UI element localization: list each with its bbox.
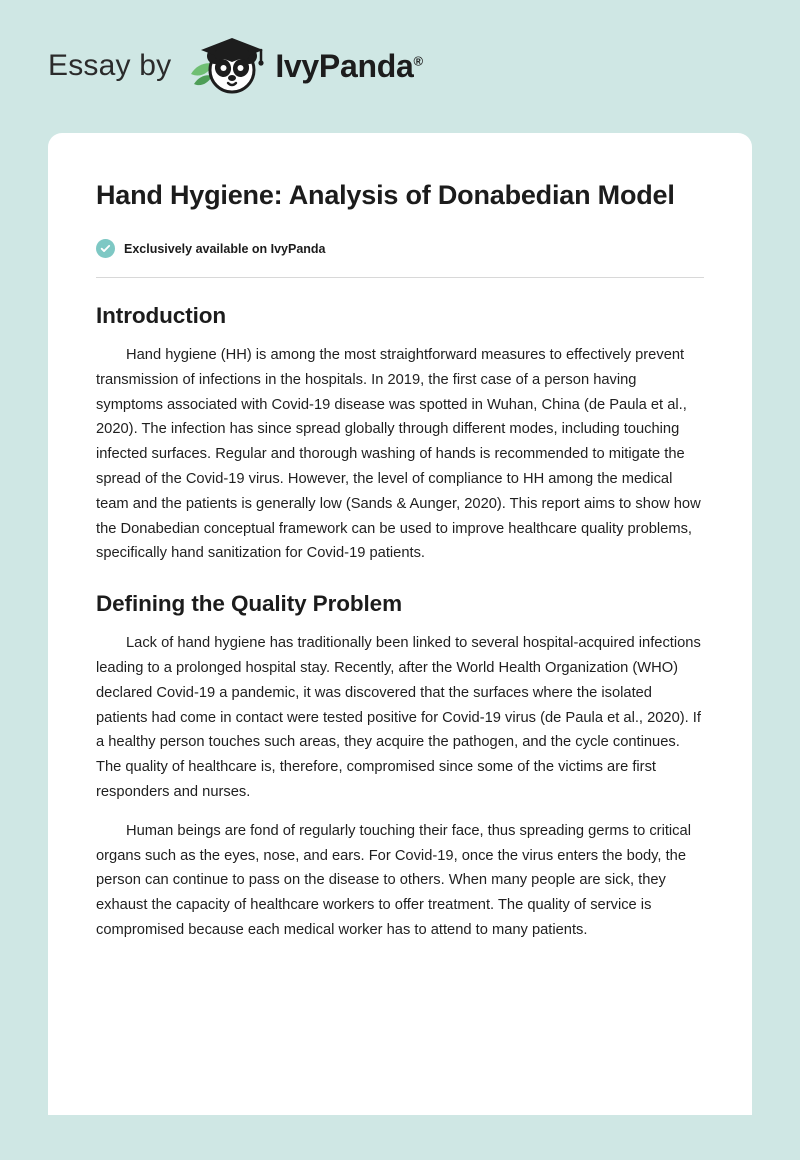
check-circle-icon: [96, 239, 115, 258]
section-heading-defining-the-quality-problem: Defining the Quality Problem: [96, 591, 402, 617]
exclusive-badge: [96, 239, 704, 258]
section-heading-introduction: Introduction: [96, 303, 227, 328]
paragraph: Hand hygiene (HH) is among the most straightforward measures to effectively prevent transmission of infections in the hospitals. In 2019, the first case of a person having symptoms associated with Covid-19 disease was spotted in Wuhan, China (de Paula et al., 2020). The infection has since spread globally through different modes, including touching infected surfaces. Regular and thorough washing of hands is recommended to mitigate the spread of the Covid-19 virus. However, the level of compliance to HH among the medical team and the patients is generally low (Sands & Aunger, 2020). This report aims to show how the Donabedian conceptual framework can be used to improve healthcare quality problems, specifically hand sanitization for Covid-19 patients.: [96, 347, 701, 562]
ivypanda-brand[interactable]: [185, 34, 422, 98]
page-title: Hand Hygiene: Analysis of Donabedian Model: [96, 180, 675, 210]
brand-name-text: IvyPanda: [275, 47, 414, 84]
essay-card: [48, 133, 752, 1115]
essay-by-label: Essay by: [48, 49, 172, 82]
page-header: [0, 0, 800, 90]
panda-graduate-icon: [185, 34, 271, 98]
brand-name: [275, 48, 422, 85]
status-badge-label: Exclusively available on IvyPanda: [124, 241, 326, 256]
paragraph: Human beings are fond of regularly touching their face, thus spreading germs to critical organs such as the eyes, nose, and ears. For Covid-19, once the virus enters the body, the person can continue to pass on the disease to others. When many people are sick, they exhaust the capacity of healthcare workers to offer treatment. The quality of service is compromised because each medical worker has to attend to many patients.: [96, 822, 691, 938]
brand-registered-mark: ®: [413, 52, 423, 68]
paragraph: Lack of hand hygiene has traditionally been linked to several hospital-acquired infections leading to a prolonged hospital stay. Recently, after the World Health Organization (WHO) declared Covid-19 a pandemic, it was discovered that the surfaces where the isolated patients had come in contact were tested positive for Covid-19 virus (de Paula et al., 2020). If a healthy person touches such areas, they acquire the pathogen, and the cycle continues. The quality of healthcare is, therefore, compromised since some of the victims are first responders and nurses.: [96, 635, 701, 800]
divider: [96, 277, 704, 278]
